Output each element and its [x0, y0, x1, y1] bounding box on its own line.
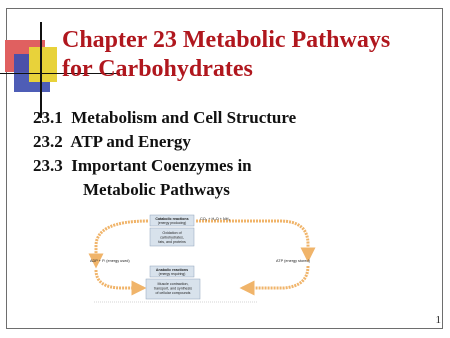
section-number: 23.3 [33, 156, 63, 175]
section-text: ATP and Energy [70, 132, 191, 151]
metabolism-cycle-figure [88, 214, 344, 304]
title-line-2: for Carbohydrates [62, 56, 253, 82]
catabolic-subtitle: (energy producing) [157, 221, 187, 225]
muscle-line-3: of cellular compounds [155, 291, 191, 295]
anabolic-title: Anabolic reactions [155, 268, 189, 272]
oxidation-line-1: Oxidation of [162, 231, 182, 235]
section-list [33, 106, 296, 202]
decor-yellow-square [29, 47, 57, 82]
products-label: CO₂ + H₂O + NH₄ [200, 217, 231, 221]
section-number: 23.2 [33, 132, 63, 151]
section-number: 23.1 [33, 108, 63, 127]
section-text: Metabolism and Cell Structure [71, 108, 297, 127]
slide-title [62, 26, 442, 84]
section-text: Important Coenzymes in [71, 156, 252, 175]
section-item [33, 130, 296, 154]
adp-label: ADP + Pᵢ (energy used) [90, 259, 130, 263]
cycle-arrow-bottom-right [242, 266, 308, 288]
anabolic-subtitle: (energy requiring) [158, 272, 186, 276]
oxidation-line-2: carbohydrates, [160, 235, 184, 240]
atp-label: ATP (energy stored) [276, 259, 310, 263]
oxidation-line-3: fats, and proteins [158, 240, 186, 244]
section-item [33, 154, 296, 178]
cycle-arrow-right [196, 221, 308, 260]
page-number: 1 [435, 314, 441, 326]
muscle-line-1: Muscle contraction, [157, 282, 189, 286]
cycle-arrow-bottom-left [96, 270, 144, 288]
section-continuation: Metabolic Pathways [83, 180, 230, 199]
catabolic-title: Catabolic reactions [155, 217, 189, 221]
title-line-1: Chapter 23 Metabolic Pathways [62, 27, 391, 53]
decor-vertical-line [40, 22, 42, 118]
section-item [33, 106, 296, 130]
muscle-line-2: transport, and synthesis [153, 286, 193, 291]
